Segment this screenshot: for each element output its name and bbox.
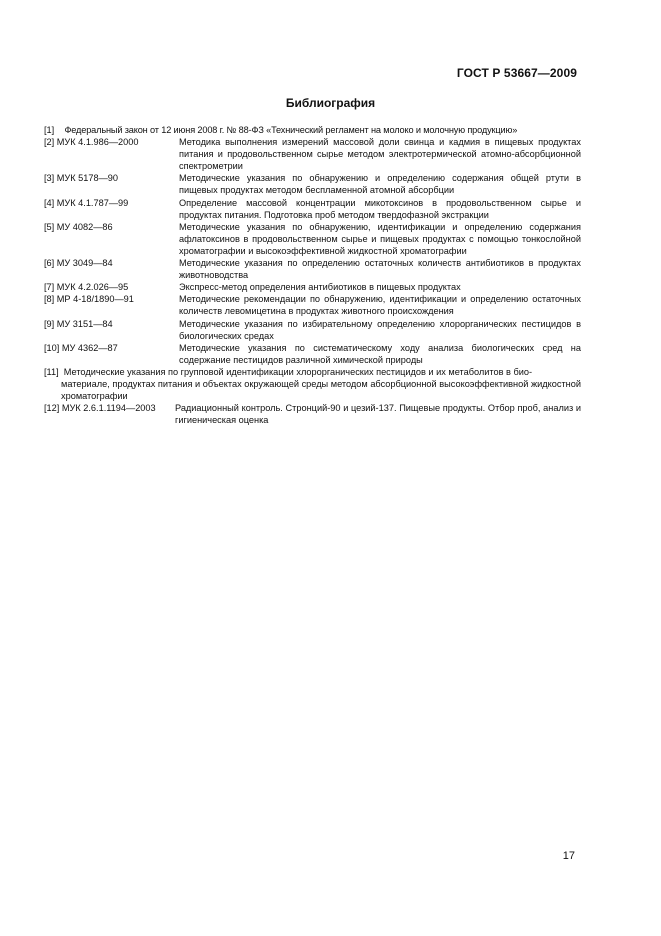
entry-code: [7] МУК 4.2.026—95 xyxy=(44,282,129,293)
entry-text: Методические указания по систематическому ходу анализа биологических сред на содержание пестицидов различной химической природы xyxy=(179,342,581,365)
list-item xyxy=(44,342,581,366)
list-item xyxy=(44,136,581,172)
bibliography-title: Библиография xyxy=(285,96,376,110)
entry-text: Федеральный закон от 12 июня 2008 г. № 88-ФЗ «Технический регламент на молоко и молочную продукцию» xyxy=(64,125,518,135)
list-item xyxy=(44,293,581,317)
list-item xyxy=(44,257,581,281)
bibliography-list xyxy=(44,124,581,426)
entry-text: Методические указания по обнаружению и определению содержания общей ртути в пищевых продуктах методом беспламенной атомной абсорбции xyxy=(179,173,581,196)
entry-text: Методика выполнения измерений массовой доли свинца и кадмия в пищевых продуктах питания и продовольственном сырье методом электротермической атомно-абсорбционной спектрометрии xyxy=(179,137,581,172)
entry-text: Экспресс-метод определения антибиотиков в пищевых продуктах xyxy=(179,282,461,293)
entry-code: [8] МР 4-18/1890—91 xyxy=(44,294,134,305)
entry-text: Методические указания по обнаружению, идентификации и определению содержания афлатоксинов в продовольственном сырье и пищевых продуктах с помощью тонкослойной хроматографии и высокоэффективной жидкостной хроматографии xyxy=(179,221,581,256)
list-item xyxy=(44,197,581,221)
entry-code: [6] МУ 3049—84 xyxy=(44,258,113,269)
standard-code: ГОСТ Р 53667—2009 xyxy=(456,66,577,80)
entry-text-continued: материале, продуктах питания и объектах окружающей среды методом абсорбционной высокоэффективной жидкостной хроматографии xyxy=(61,378,581,402)
entry-text: Радиационный контроль. Стронций-90 и цезий-137. Пищевые продукты. Отбор проб, анализ и гигиеническая оценка xyxy=(175,403,581,426)
list-item xyxy=(44,221,581,257)
entry-code: [1] xyxy=(44,125,55,135)
entry-text: Методические рекомендации по обнаружению, идентификации и определению остаточных количеств левомицетина в продуктах животного происхождения xyxy=(179,294,581,317)
entry-text: Методические указания по групповой идентификации хлорорганических пестицидов и их метаболитов в био- xyxy=(63,366,533,377)
list-item xyxy=(44,172,581,196)
entry-code: [12] МУК 2.6.1.1194—2003 xyxy=(44,403,156,414)
list-item xyxy=(44,124,581,136)
list-item xyxy=(44,281,581,293)
entry-code: [10] МУ 4362—87 xyxy=(44,342,118,353)
entry-code: [3] МУК 5178—90 xyxy=(44,173,119,184)
entry-code: [5] МУ 4082—86 xyxy=(44,221,113,232)
entry-code: [2] МУК 4.1.986—2000 xyxy=(44,137,139,148)
entry-text: Определение массовой концентрации микотоксинов в продовольственном сырье и продуктах питания. Подготовка проб методом твердофазной экстракции xyxy=(179,197,581,220)
entry-code: [4] МУК 4.1.787—99 xyxy=(44,197,129,208)
list-item xyxy=(44,366,581,402)
entry-code: [11] xyxy=(44,366,59,377)
entry-text: Методические указания по определению остаточных количеств антибиотиков в продуктах животноводства xyxy=(179,258,581,281)
entry-text: Методические указания по избирательному определению хлорорганических пестицидов в биологических средах xyxy=(179,318,581,341)
entry-code: [9] МУ 3151—84 xyxy=(44,318,113,329)
list-item xyxy=(44,402,581,426)
page-number: 17 xyxy=(562,850,575,862)
list-item xyxy=(44,318,581,342)
